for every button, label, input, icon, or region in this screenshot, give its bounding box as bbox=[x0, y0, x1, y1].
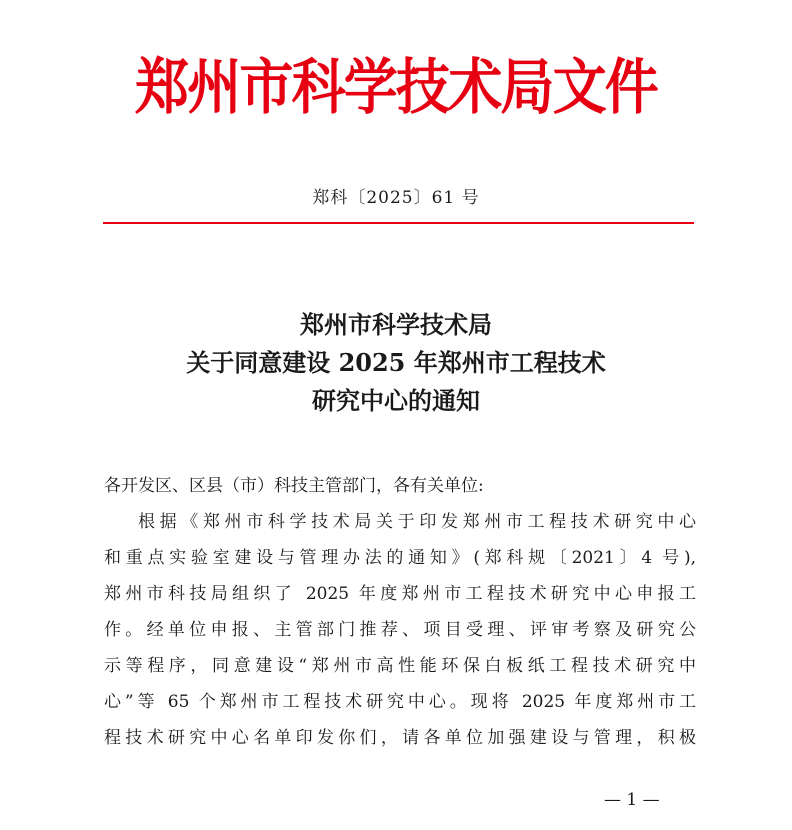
body-text bbox=[104, 504, 696, 756]
body-line: 和重点实验室建设与管理办法的通知》(郑科规〔2021〕4 号), bbox=[104, 548, 696, 568]
body-line: 根据《郑州市科学技术局关于印发郑州市工程技术研究中心 bbox=[138, 512, 696, 532]
document-number: 郑科〔2025〕61 号 bbox=[312, 188, 480, 208]
red-separator-line bbox=[103, 222, 694, 224]
title-line-3: 研究中心的通知 bbox=[312, 386, 480, 415]
body-line: 示等程序，同意建设“郑州市高性能环保白板纸工程技术研究中 bbox=[104, 656, 696, 676]
salutation: 各开发区、区县（市）科技主管部门，各有关单位: bbox=[104, 476, 484, 496]
document-masthead: 郑州市科学技术局文件 bbox=[135, 53, 657, 123]
body-line: 心”等 65 个郑州市工程技术研究中心。现将 2025 年度郑州市工 bbox=[104, 692, 696, 712]
title-line-1: 郑州市科学技术局 bbox=[300, 310, 492, 339]
page-number: — 1 — bbox=[604, 790, 660, 810]
body-line: 程技术研究中心名单印发你们，请各单位加强建设与管理，积极 bbox=[104, 728, 696, 748]
title-line-2: 关于同意建设 2025 年郑州市工程技术 bbox=[186, 348, 606, 377]
body-line: 作。经单位申报、主管部门推荐、项目受理、评审考察及研究公 bbox=[104, 620, 696, 640]
document-title bbox=[0, 306, 792, 420]
body-line: 郑州市科技局组织了 2025 年度郑州市工程技术研究中心申报工 bbox=[104, 584, 696, 604]
